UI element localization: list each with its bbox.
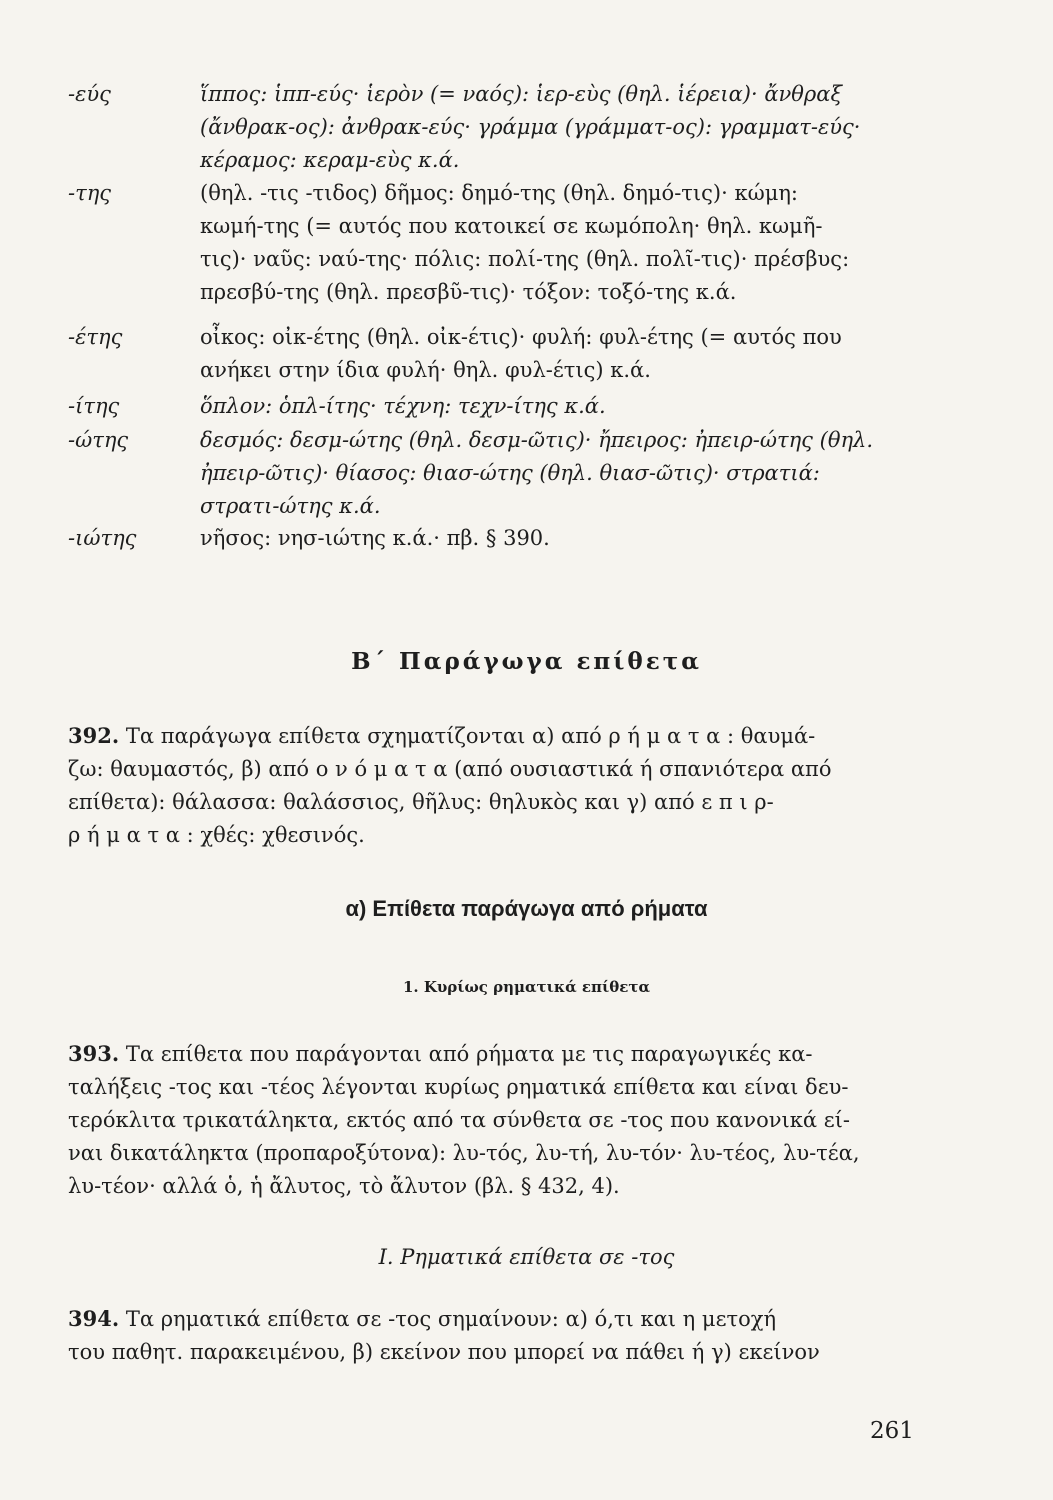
paragraph-line: του παθητ. παρακειμένου, β) εκείνον που μπορεί να πάθει ή γ) εκείνον [68,1340,820,1364]
suffix-label: -εύς [68,82,111,106]
suffix-line: δεσμός: δεσμ-ώτης (θηλ. δεσμ-ῶτις)· ἤπειρος: ἠπειρ-ώτης (θηλ. [200,428,874,452]
paragraph-number: 392. [68,723,120,748]
paragraph-394 [68,1302,948,1369]
paragraph-line [68,1302,948,1336]
page-number: 261 [870,1418,914,1444]
suffix-label: -της [68,181,112,205]
suffix-line: νῆσος: νησ-ιώτης κ.ά.· πβ. § 390. [200,526,550,550]
section-heading: Β΄ Παράγωγα επίθετα [351,648,702,675]
paragraph-line: ρ ή μ α τ α : χθές: χθεσινός. [68,823,365,847]
suffix-line: κωμή-της (= αυτός που κατοικεί σε κωμόπολη· θηλ. κωμῆ- [200,214,823,238]
paragraph-393 [68,1037,948,1203]
paragraph-line: τερόκλιτα τρικατάληκτα, εκτός από τα σύνθετα σε -τος που κανονικά εί- [68,1108,850,1132]
paragraph-line: ταλήξεις -τος και -τέος λέγονται κυρίως ρηματικά επίθετα και είναι δευ- [68,1075,849,1099]
paragraph-text: Τα παράγωγα επίθετα σχηματίζονται α) από ρ ή μ α τ α : θαυμά- [125,724,816,748]
suffix-line: κέραμος: κεραμ-εὺς κ.ά. [200,148,460,172]
paragraph-line [68,1037,948,1071]
suffix-line: (θηλ. -τις -τιδος) δῆμος: δημό-της (θηλ. δημό-τις)· κώμη: [200,181,798,205]
paragraph-text: Τα επίθετα που παράγονται από ρήματα με τις παραγωγικές κα- [125,1042,813,1066]
suffix-line: ανήκει στην ίδια φυλή· θηλ. φυλ-έτις) κ.ά. [200,358,651,382]
paragraph-number: 394. [68,1306,120,1331]
suffix-label: -ώτης [68,428,129,452]
subsubsection-heading: 1. Κυρίως ρηματικά επίθετα [402,978,651,996]
paragraph-line [68,719,948,753]
paragraph-number: 393. [68,1041,120,1066]
suffix-line: (ἄνθρακ-ος): ἀνθρακ-εύς· γράμμα (γράμματ-ος): γραμματ-εύς· [200,115,861,139]
suffix-label: -έτης [68,325,123,349]
suffix-line: ἵππος: ἱππ-εύς· ἱερὸν (= ναός): ἱερ-εὺς (θηλ. ἱέρεια)· ἄνθραξ [200,82,843,106]
subsection-heading: α) Επίθετα παράγωγα από ρήματα [345,896,708,921]
paragraph-392 [68,719,948,852]
suffix-line: πρεσβύ-της (θηλ. πρεσβῦ-τις)· τόξον: τοξό-της κ.ά. [200,280,737,304]
suffix-label: -ιώτης [68,526,137,550]
paragraph-line: λυ-τέον· αλλά ὁ, ἡ ἄλυτος, τὸ ἄλυτον (βλ. § 432, 4). [68,1174,620,1198]
paragraph-line: επίθετα): θάλασσα: θαλάσσιος, θῆλυς: θηλυκὸς και γ) από ε π ι ρ- [68,790,774,814]
suffix-line: στρατι-ώτης κ.ά. [200,494,381,518]
paragraph-text: Τα ρηματικά επίθετα σε -τος σημαίνουν: α) ό,τι και η μετοχή [125,1307,777,1331]
roman-subheading: Ι. Ρηματικά επίθετα σε -τος [378,1245,675,1269]
paragraph-line: ζω: θαυμαστός, β) από ο ν ό μ α τ α (από ουσιαστικά ή σπανιότερα από [68,757,832,781]
suffix-line: τις)· ναῦς: ναύ-της· πόλις: πολί-της (θηλ. πολῖ-τις)· πρέσβυς: [200,247,850,271]
suffix-line: οἶκος: οἰκ-έτης (θηλ. οἰκ-έτις)· φυλή: φυλ-έτης (= αυτός που [200,325,842,349]
paragraph-line: ναι δικατάληκτα (προπαροξύτονα): λυ-τός, λυ-τή, λυ-τόν· λυ-τέος, λυ-τέα, [68,1141,860,1165]
suffix-line: ὅπλον: ὁπλ-ίτης· τέχνη: τεχν-ίτης κ.ά. [200,394,606,418]
suffix-line: ἠπειρ-ῶτις)· θίασος: θιασ-ώτης (θηλ. θιασ-ῶτις)· στρατιά: [200,461,820,485]
suffix-label: -ίτης [68,394,120,418]
